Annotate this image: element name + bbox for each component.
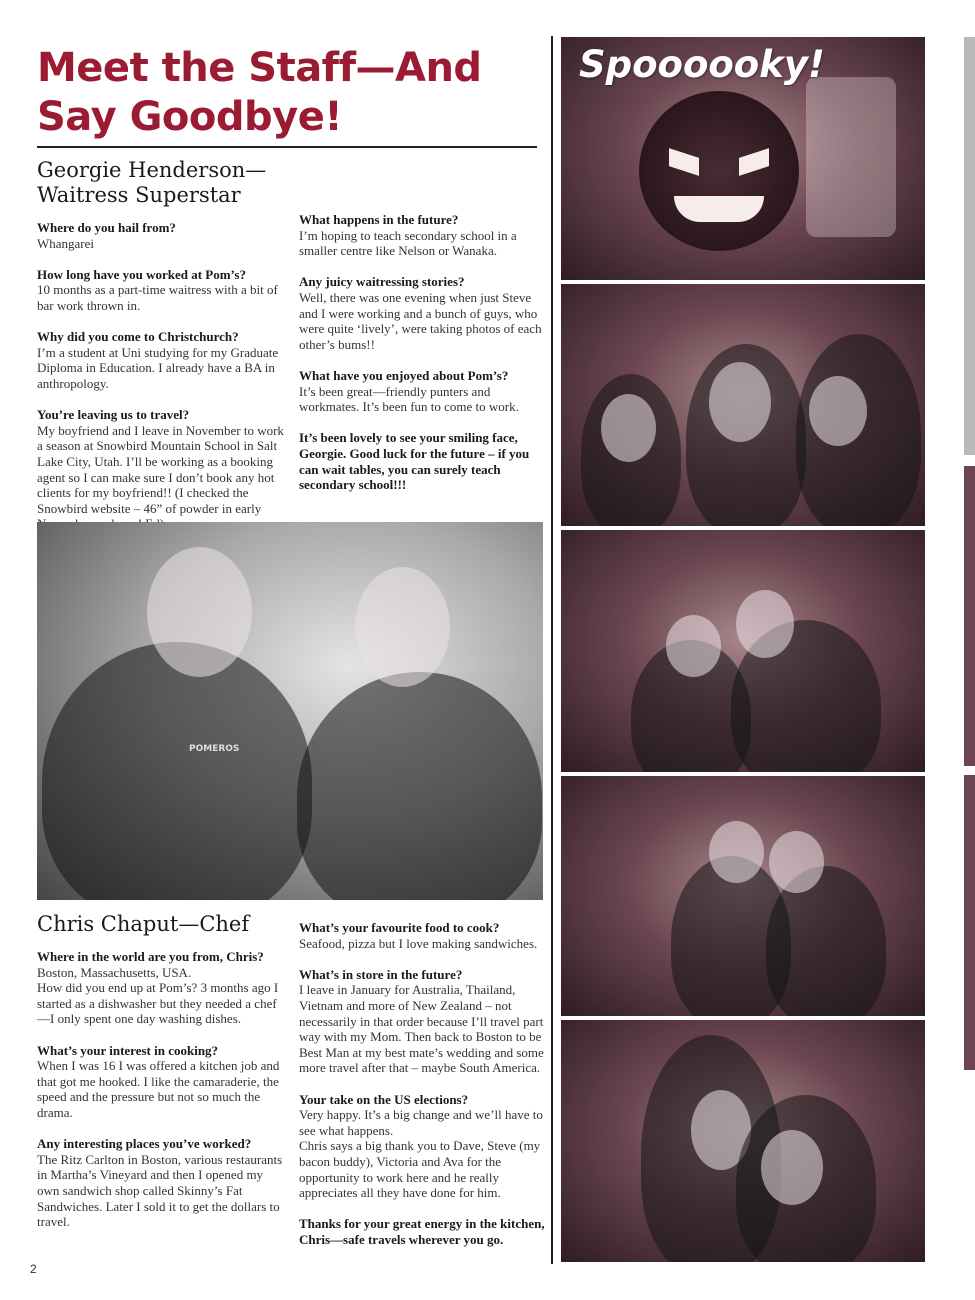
pumpkin-grin — [674, 196, 764, 222]
beer-glass — [806, 77, 896, 237]
qa-block — [299, 967, 549, 1076]
qa-block — [299, 368, 549, 415]
costume-face — [769, 831, 824, 893]
qa-block — [37, 1136, 285, 1230]
question: What have you enjoyed about Pom’s? — [299, 367, 509, 383]
question: Any juicy waitressing stories? — [299, 274, 465, 290]
question: What’s your interest in cooking? — [37, 1042, 219, 1058]
page-title: Meet the Staff—And Say Goodbye! — [37, 45, 482, 140]
page-edge-strip — [964, 37, 975, 455]
page-edge-strip — [964, 466, 975, 766]
punk-face — [761, 1130, 823, 1205]
answer: I’m hoping to teach secondary school in a smaller centre like Nelson or Wanaka. — [299, 227, 517, 259]
question: Any interesting places you’ve worked? — [37, 1136, 252, 1152]
qa-block — [37, 220, 285, 251]
answer: The Ritz Carlton in Boston, various restaurants in Martha’s Vineyard and then I opened my own sandwich shop called Skinny’s Fat Sandwiches. Later I sold it to get the dollars to travel. — [37, 1151, 283, 1230]
pumpkin-eye — [739, 148, 769, 176]
chris-column-left — [37, 912, 285, 1245]
question: Where do you hail from? — [37, 220, 176, 235]
page-edge-strip — [964, 775, 975, 1070]
column-divider — [551, 36, 553, 1264]
georgie-heading: Georgie Henderson—Waitress Superstar — [37, 158, 267, 207]
qa-block — [299, 920, 549, 951]
chris-column-right — [299, 920, 549, 1247]
georgie-column-left — [37, 158, 285, 547]
shirt-print: POMEROS — [189, 744, 240, 754]
masked-face — [666, 615, 721, 677]
qa-block — [37, 949, 285, 1027]
chef-figure — [42, 642, 312, 900]
answer: 10 months as a part-time waitress with a bit of bar work thrown in. — [37, 282, 278, 313]
answer: I’m a student at Uni studying for my Graduate Diploma in Education. I already have a BA in anthropology. — [37, 344, 279, 391]
halloween-photo-angels — [561, 776, 925, 1016]
georgie-column-right — [299, 212, 549, 493]
waitress-face — [355, 567, 450, 687]
answer: Whangarei — [37, 235, 95, 251]
question: What’s your favourite food to cook? — [299, 920, 500, 935]
witch-face — [709, 362, 771, 442]
answer: It’s been great—friendly punters and workmates. It’s been fun to come to work. — [299, 383, 519, 415]
question: What happens in the future? — [299, 212, 459, 227]
chris-heading: Chris Chaput—Chef — [37, 912, 250, 936]
chris-closing: Thanks for your great energy in the kitchen, Chris—safe travels wherever you go. — [299, 1216, 545, 1247]
staff-photo — [37, 522, 543, 900]
answer: When I was 16 I was offered a kitchen job and that got me hooked. I like the camaraderie, the speed and the pressure but not so much the drama. — [37, 1058, 280, 1120]
halloween-photo-hood — [561, 1020, 925, 1262]
answer: My boyfriend and I leave in November to work a season at Snowbird Mountain School in Salt Lake City, Utah. I’ll be working as a booking agent so I can make sure I don’t book any hot clients for my boyfriend!! (I checked the Snowbird website – 46” of powder in early — [37, 422, 284, 516]
answer: Very happy. It’s a big change and we’ll have to see what happens. Chris says a big thank you to Dave, Steve (my bacon buddy), Victoria and Ava for the opportunity to work here and he really appreciates all they have done for him. — [299, 1107, 543, 1201]
qa-block — [299, 274, 549, 352]
answer: Boston, Massachusetts, USA. How did you end up at Pom’s? 3 months ago I started as a dishwasher but they needed a chef—I only spent one day washing dishes. — [37, 964, 279, 1027]
qa-block — [37, 407, 285, 532]
qa-block — [37, 1043, 285, 1121]
title-rule — [37, 146, 537, 148]
question: What’s in store in the future? — [299, 966, 463, 982]
question: How long have you worked at Pom’s? — [37, 266, 246, 282]
jack-o-lantern — [639, 91, 799, 251]
question: Your take on the US elections? — [299, 1091, 469, 1107]
qa-block — [37, 267, 285, 314]
question: You’re leaving us to travel? — [37, 407, 190, 423]
qa-block — [299, 212, 549, 259]
answer: Well, there was one evening when just Steve and I were working and a bunch of guys, who were quite ‘lively’, were taking photos of each other’s bums!! — [299, 289, 542, 352]
halloween-photo-witches — [561, 284, 925, 526]
witch-face — [809, 376, 867, 446]
waitress-figure — [297, 672, 542, 900]
chef-face — [147, 547, 252, 677]
question: Where in the world are you from, Chris? — [37, 949, 264, 964]
spooky-caption: Spoooooky! — [579, 43, 825, 86]
halloween-photo-pumpkin — [561, 37, 925, 280]
georgie-closing: It’s been lovely to see your smiling face, Georgie. Good luck for the future – if you can wait tables, you can surely teach secondary school!!! — [299, 430, 530, 493]
halloween-photo-masks — [561, 530, 925, 772]
joker-face — [736, 590, 794, 658]
answer: I leave in January for Australia, Thailand, Vietnam and more of New Zealand – not necessarily in that order because I’ll travel part way with my Mom. Then back to Boston to be Best Man at my best mate’s wedding and some more travel after that – maybe South America. — [299, 982, 544, 1076]
page-number: 2 — [30, 1262, 37, 1276]
question: Why did you come to Christchurch? — [37, 329, 239, 345]
angel-face — [709, 821, 764, 883]
qa-block — [37, 329, 285, 391]
qa-block — [299, 1092, 549, 1201]
answer: Seafood, pizza but I love making sandwiches. — [299, 935, 538, 951]
pumpkin-eye — [669, 148, 699, 176]
witch-face — [601, 394, 656, 462]
